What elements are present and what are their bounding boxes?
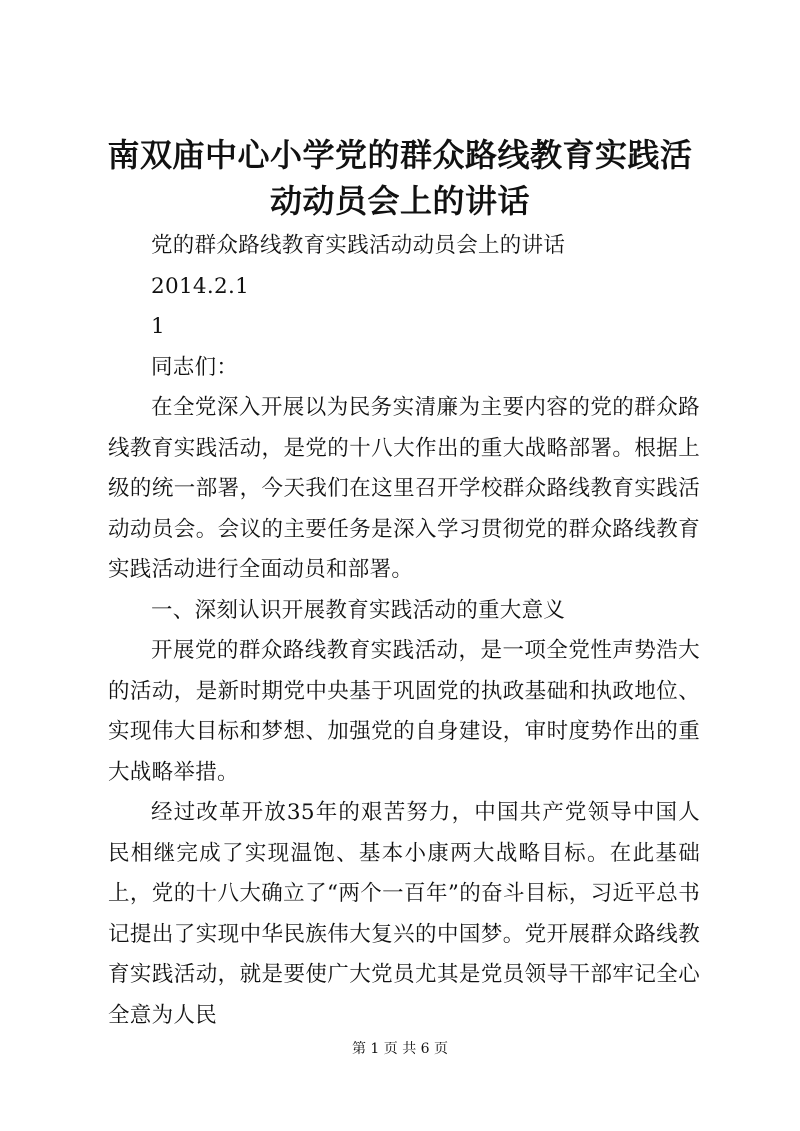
- body-paragraph: 经过改革开放35年的艰苦努力，中国共产党领导中国人民相继完成了实现温饱、基本小康两大战略目标。在此基础上，党的十八大确立了“两个一百年”的奋斗目标，习近平总书记提出了实现中华民族伟大复兴的中国梦。党开展群众路线教育实践活动，就是要使广大党员尤其是党员领导干部牢记全心全意为人民: [108, 800, 700, 1028]
- date-paragraph: 2014.2.1: [151, 273, 250, 299]
- body-paragraph: 开展党的群众路线教育实践活动，是一项全党性声势浩大的活动，是新时期党中央基于巩固党的执政基础和执政地位、实现伟大目标和梦想、加强党的自身建设，审时度势作出的重大战略举措。: [108, 638, 700, 785]
- salutation-paragraph: 同志们：: [151, 354, 239, 380]
- page-footer: 第 1 页 共 6 页: [351, 1041, 449, 1057]
- body-paragraph: 在全党深入开展以为民务实清廉为主要内容的党的群众路线教育实践活动，是党的十八大作出的重大战略部署。根据上级的统一部署，今天我们在这里召开学校群众路线教育实践活动动员会。会议的主要任务是深入学习贯彻党的群众路线教育实践活动进行全面动员和部署。: [108, 395, 700, 582]
- subtitle-paragraph: 党的群众路线教育实践活动动员会上的讲话: [151, 233, 566, 258]
- document-title: 南双庙中心小学党的群众路线教育实践活动动员会上的讲话: [107, 136, 693, 220]
- number-paragraph: 1: [151, 314, 165, 339]
- section-heading: 一、深刻认识开展教育实践活动的重大意义: [151, 597, 566, 623]
- document-body: [108, 226, 700, 1036]
